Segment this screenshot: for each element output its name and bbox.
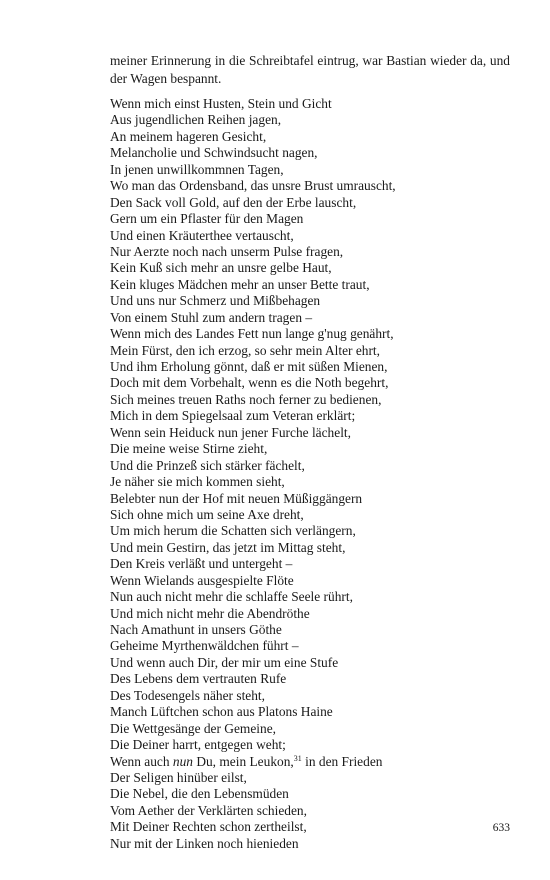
verse-line: Die Wettgesänge der Gemeine, (110, 720, 276, 736)
verse-line: Melancholie und Schwindsucht nagen, (110, 145, 318, 161)
verse-line: Mich in dem Spiegelsaal zum Veteran erklärt; (110, 408, 356, 424)
verse-line: Kein kluges Mädchen mehr an unser Bette traut, (110, 276, 370, 292)
page-number: 633 (492, 822, 510, 834)
verse-line: Die Deiner harrt, entgegen weht; (110, 737, 286, 753)
verse-line: Je näher sie mich kommen sieht, (110, 474, 285, 490)
verse-line: Geheime Myrthenwäldchen führt – (110, 638, 299, 654)
verse-line: Des Todesengels näher steht, (110, 687, 265, 703)
verse-line: Manch Lüftchen schon aus Platons Haine (110, 704, 333, 720)
poem (110, 96, 530, 852)
verse-line: Nach Amathunt in unsers Göthe (110, 622, 282, 637)
verse-line: In jenen unwillkommnen Tagen, (110, 161, 284, 177)
verse-line: Vom Aether der Verklärten schieden, (110, 802, 307, 818)
verse-line: Und mein Gestirn, das jetzt im Mittag steht, (110, 539, 346, 555)
verse-line-leukon (110, 754, 530, 770)
verse-line: Den Sack voll Gold, auf den der Erbe lauscht, (110, 194, 357, 210)
verse-line: Des Lebens dem vertrauten Rufe (110, 671, 287, 687)
emphasis-word: nun (172, 753, 193, 769)
verse-line: Sich ohne mich um seine Axe dreht, (110, 506, 304, 522)
verse-line: Und ihm Erholung gönnt, daß er mit süßen Mienen, (110, 359, 388, 374)
verse-line: Und uns nur Schmerz und Mißbehagen (110, 293, 321, 309)
verse-line: Nur mit der Linken noch hienieden (110, 835, 299, 851)
verse-line: Wenn sein Heiduck nun jener Furche lächelt, (110, 424, 351, 440)
footnote-marker: 31 (293, 753, 302, 763)
verse-line: Kein Kuß sich mehr an unsre gelbe Haut, (110, 260, 332, 276)
verse-line: Wenn Wielands ausgespielte Flöte (110, 572, 294, 588)
verse-line: Die meine weise Stirne zieht, (110, 441, 268, 457)
verse-line: Nur Aerzte noch nach unserm Pulse fragen, (110, 243, 344, 259)
verse-line: Die Nebel, die den Lebensmüden (110, 786, 289, 802)
verse-line: Wenn mich einst Husten, Stein und Gicht (110, 96, 332, 111)
verse-line: Wenn mich des Landes Fett nun lange g'nug genährt, (110, 326, 394, 342)
verse-text: Du, mein Leukon, (192, 753, 294, 769)
prose-paragraph: meiner Erinnerung in die Schreibtafel eintrug, war Bastian wieder da, und der Wagen bespannt. (110, 53, 510, 86)
verse-line: Mein Fürst, den ich erzog, so sehr mein Alter ehrt, (110, 342, 380, 358)
verse-line: An meinem hageren Gesicht, (110, 128, 267, 144)
verse-line: Mit Deiner Rechten schon zertheilst, (110, 819, 307, 835)
verse-text: Wenn auch (110, 753, 173, 769)
verse-line: Doch mit dem Vorbehalt, wenn es die Noth begehrt, (110, 375, 389, 391)
verse-line: Belebter nun der Hof mit neuen Müßiggängern (110, 490, 363, 506)
verse-line: Sich meines treuen Raths noch ferner zu bedienen, (110, 391, 382, 407)
verse-line: Von einem Stuhl zum andern tragen – (110, 309, 313, 325)
verse-line: Und wenn auch Dir, der mir um eine Stufe (110, 654, 339, 670)
verse-line: Und einen Kräuterthee vertauscht, (110, 227, 294, 243)
verse-text: in den Frieden (301, 753, 383, 769)
verse-line: Und die Prinzeß sich stärker fächelt, (110, 457, 305, 473)
verse-line: Den Kreis verläßt und untergeht – (110, 556, 293, 572)
verse-line: Aus jugendlichen Reihen jagen, (110, 112, 282, 128)
verse-line: Und mich nicht mehr die Abendröthe (110, 605, 310, 621)
verse-line: Gern um ein Pflaster für den Magen (110, 211, 304, 227)
verse-line: Wo man das Ordensband, das unsre Brust umrauscht, (110, 178, 396, 194)
verse-line: Der Seligen hinüber eilst, (110, 769, 247, 785)
verse-line: Um mich herum die Schatten sich verlängern, (110, 523, 356, 539)
verse-line: Nun auch nicht mehr die schlaffe Seele rührt, (110, 589, 353, 605)
